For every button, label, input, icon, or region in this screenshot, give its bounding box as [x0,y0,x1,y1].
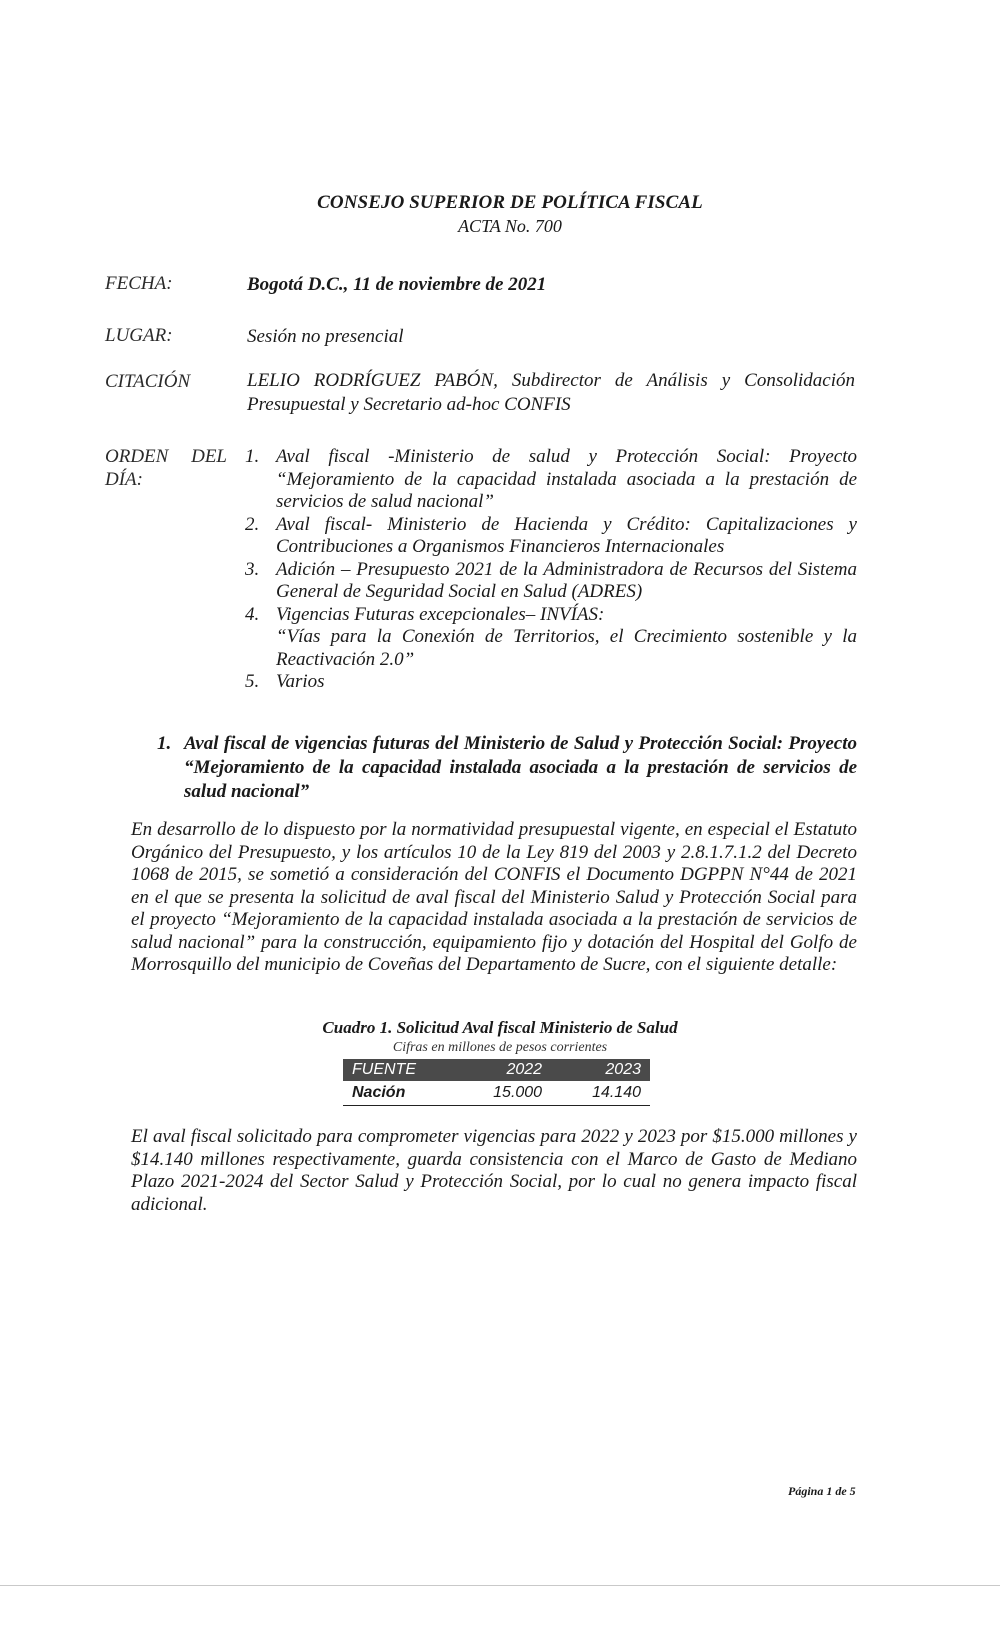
table-row [343,1081,650,1106]
orden-label [105,446,227,491]
agenda-item [245,671,857,694]
section-number: 1. [157,733,172,754]
citacion-label: CITACIÓN [105,371,191,392]
fecha-label: FECHA: [105,273,173,294]
agenda-item [245,446,857,514]
agenda-text-block [276,604,857,672]
acta-number: ACTA No. 700 [458,216,562,236]
agenda-number: 3. [245,558,260,580]
table-header-cell: 2022 [506,1061,543,1078]
agenda-text-continued: “Vías para la Conexión de Territorios, el Crecimiento sostenible y la Reactivación 2.0” [276,626,857,670]
agenda-number: 4. [245,603,260,625]
section-heading [157,732,857,804]
body-paragraph: El aval fiscal solicitado para comprometer vigencias para 2022 y 2023 por $15.000 millones y $14.140 millones respectivamente, guarda consistencia con el Marco de Gasto de Mediano Plazo 2021-2024 del Sector Salud y Protección Social, por lo cual no genera impacto fiscal adicional. [131,1126,857,1215]
section-heading-text: Aval fiscal de vigencias futuras del Ministerio de Salud y Protección Social: Proyecto “Mejoramiento de la capacidad instalada asociada a la prestación de servicios de salud nacional” [184,733,857,802]
table-caption: Cuadro 1. Solicitud Aval fiscal Ministerio de Salud [322,1018,678,1037]
agenda-text: Aval fiscal -Ministerio de salud y Protección Social: Proyecto “Mejoramiento de la capacidad instalada asociada a la prestación de servicios de salud nacional” [276,446,857,512]
agenda-text: Vigencias Futuras excepcionales– INVÍAS: [276,603,605,625]
lugar-label: LUGAR: [105,325,173,346]
orden-label-line-1: ORDEN DEL [105,446,227,467]
agenda-list [245,446,857,694]
table-header-cell: 2023 [605,1061,641,1078]
citacion-value: LELIO RODRÍGUEZ PABÓN, Subdirector de Análisis y Consolidación Presupuestal y Secretario ad-hoc CONFIS [247,370,855,415]
table-header-cell: FUENTE [352,1061,416,1078]
page-edge-divider [0,1585,1000,1586]
table-header-row [343,1059,650,1081]
orden-label-line-2: DÍA: [105,468,143,490]
document-title: CONSEJO SUPERIOR DE POLÍTICA FISCAL [317,192,703,213]
agenda-item [245,514,857,559]
budget-table [343,1059,650,1106]
table-units: Cifras en millones de pesos corrientes [392,1040,608,1055]
page-number: Página 1 de 5 [788,1484,856,1498]
table-cell: 15.000 [493,1084,543,1101]
agenda-number: 2. [245,513,260,535]
agenda-text: Varios [276,671,325,692]
table-cell: Nación [352,1084,406,1101]
agenda-number: 1. [245,446,260,467]
agenda-item [245,559,857,604]
lugar-value: Sesión no presencial [247,326,404,347]
agenda-number: 5. [245,671,260,692]
agenda-text: Adición – Presupuesto 2021 de la Administradora de Recursos del Sistema General de Seguridad Social en Salud (ADRES) [276,558,857,602]
agenda-item [245,604,857,672]
body-paragraph: En desarrollo de lo dispuesto por la normatividad presupuestal vigente, en especial el Estatuto Orgánico del Presupuesto, y los artículos 10 de la Ley 819 del 2003 y 2.8.1.7.1.2 del Decreto 1068 de 2015, se sometió a consideración del CONFIS el Documento DGPPN N°44 de 2021 en el que se presenta la solicitud de aval fiscal del Ministerio Salud y Protección Social para el proyecto “Mejoramiento de la capacidad instalada asociada a la prestación de servicios de salud nacional” para la construcción, equipamiento fijo y dotación del Hospital del Golfo de Morrosquillo del municipio de Coveñas del Departamento de Sucre, con el siguiente detalle: [131,819,857,975]
agenda-text: Aval fiscal- Ministerio de Hacienda y Crédito: Capitalizaciones y Contribuciones a Organismos Financieros Internacionales [276,513,857,557]
fecha-value: Bogotá D.C., 11 de noviembre de 2021 [247,274,547,295]
table-cell: 14.140 [592,1084,641,1101]
